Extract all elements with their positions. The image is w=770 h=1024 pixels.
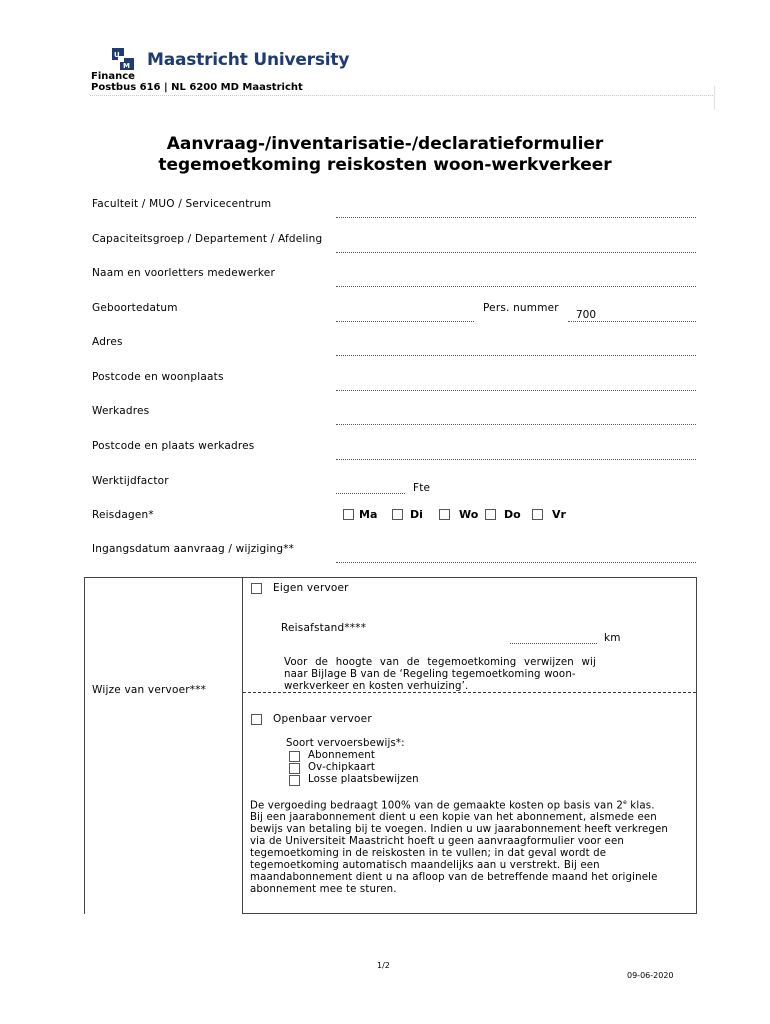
- transport-box-top-border: [84, 577, 242, 578]
- reisdagen-label: Reisdagen*: [92, 509, 154, 521]
- vergoeding-paragraph: [250, 797, 695, 896]
- svg-text:U: U: [114, 51, 120, 59]
- header-border: [714, 86, 715, 110]
- reisafstand-field[interactable]: [510, 643, 597, 644]
- day-label-ma: Ma: [359, 508, 378, 521]
- checkbox-vr[interactable]: [532, 509, 543, 520]
- checkbox-wo[interactable]: [439, 509, 450, 520]
- svg-text:M: M: [123, 62, 130, 70]
- ingangsdatum-label: Ingangsdatum aanvraag / wijziging**: [92, 543, 295, 555]
- vergoeding-line-6: tegemoetkoming automatisch maandelijks aan u verstrekt. Bij een: [250, 860, 600, 872]
- checkbox-di[interactable]: [392, 509, 403, 520]
- postcode-woonplaats-field[interactable]: [336, 390, 696, 391]
- faculteit-field[interactable]: [336, 217, 696, 218]
- werktijdfactor-label: Werktijdfactor: [92, 475, 169, 487]
- option-ov-chipkaart: Ov-chipkaart: [308, 762, 375, 773]
- vergoeding-line-1: De vergoeding bedraagt 100% van de gemaakte kosten op basis van 2e klas.: [250, 799, 655, 812]
- checkbox-abonnement[interactable]: [289, 751, 300, 762]
- geboortedatum-field[interactable]: [336, 321, 474, 322]
- checkbox-do[interactable]: [485, 509, 496, 520]
- vergoeding-line-2: Bij een jaarabonnement dient u een kopie van het abonnement, alsmede een: [250, 812, 657, 824]
- day-label-do: Do: [504, 508, 521, 521]
- werkadres-label: Werkadres: [92, 405, 150, 417]
- vergoeding-line-8: abonnement mee te sturen.: [250, 884, 397, 896]
- eigen-vervoer-label: Eigen vervoer: [273, 582, 349, 594]
- naam-field[interactable]: [336, 286, 696, 287]
- werktijdfactor-field[interactable]: [336, 493, 405, 494]
- checkbox-ov-chipkaart[interactable]: [289, 763, 300, 774]
- page-number: 1/2: [377, 961, 390, 970]
- faculteit-label: Faculteit / MUO / Servicecentrum: [92, 198, 272, 210]
- day-label-vr: Vr: [552, 508, 566, 521]
- postcode-werkadres-label: Postcode en plaats werkadres: [92, 440, 255, 452]
- form-title: [0, 134, 770, 176]
- day-label-di: Di: [410, 508, 423, 521]
- postcode-werkadres-field[interactable]: [336, 459, 696, 460]
- vergoeding-line-5: tegemoetkoming in de reiskosten in te vullen; in dat geval wordt de: [250, 848, 607, 860]
- adres-field[interactable]: [336, 355, 696, 356]
- capaciteitsgroep-label: Capaciteitsgroep / Departement / Afdeling: [92, 233, 323, 245]
- pers-nummer-label: Pers. nummer: [483, 302, 559, 314]
- maastricht-university-logo-icon: [108, 46, 138, 74]
- option-abonnement: Abonnement: [308, 750, 375, 761]
- section-divider: [243, 692, 696, 693]
- option-losse-plaatsbewijzen: Losse plaatsbewijzen: [308, 774, 419, 785]
- vergoeding-line-4: via de Universiteit Maastricht hoeft u geen aanvraagformulier voor een: [250, 836, 624, 848]
- document-date: 09-06-2020: [627, 971, 674, 980]
- checkbox-losse-plaatsbewijzen[interactable]: [289, 775, 300, 786]
- km-label: km: [604, 632, 621, 644]
- day-label-wo: Wo: [459, 508, 479, 521]
- wijze-van-vervoer-label: Wijze van vervoer***: [92, 684, 207, 696]
- brand-name: Maastricht University: [147, 50, 350, 70]
- werkadres-field[interactable]: [336, 424, 696, 425]
- fte-label: Fte: [413, 482, 431, 494]
- geboortedatum-label: Geboortedatum: [92, 302, 178, 314]
- postcode-woonplaats-label: Postcode en woonplaats: [92, 371, 224, 383]
- form-title-line-2: tegemoetkoming reiskosten woon-werkverkeer: [158, 155, 612, 175]
- header-rule: [90, 95, 715, 96]
- reisafstand-label: Reisafstand****: [281, 622, 367, 634]
- eigen-note-line-2: naar Bijlage B van de ‘Regeling tegemoetkoming woon-: [284, 669, 576, 680]
- eigen-note-line-3: werkverkeer en kosten verhuizing’.: [284, 681, 469, 692]
- vergoeding-line-7: maandabonnement dient u na afloop van de betreffende maand het originele: [250, 872, 658, 884]
- form-title-line-1: Aanvraag-/inventarisatie-/declaratieformulier: [166, 134, 604, 154]
- ingangsdatum-field[interactable]: [336, 562, 696, 563]
- openbaar-vervoer-label: Openbaar vervoer: [273, 713, 372, 725]
- capaciteitsgroep-field[interactable]: [336, 252, 696, 253]
- naam-label: Naam en voorletters medewerker: [92, 267, 275, 279]
- checkbox-eigen-vervoer[interactable]: [251, 583, 262, 594]
- pers-nummer-field[interactable]: [568, 321, 696, 322]
- checkbox-ma[interactable]: [343, 509, 354, 520]
- eigen-note-line-1: Voor de hoogte van de tegemoetkoming verwijzen wij: [284, 657, 596, 668]
- adres-label: Adres: [92, 336, 123, 348]
- vergoeding-line-3: bewijs van betaling bij te voegen. Indien u uw jaarabonnement heeft verkregen: [250, 824, 669, 836]
- soort-vervoersbewijs-label: Soort vervoersbewijs*:: [286, 738, 405, 749]
- checkbox-openbaar-vervoer[interactable]: [251, 714, 262, 725]
- postal-address: Postbus 616 | NL 6200 MD Maastricht: [91, 82, 303, 93]
- pers-nummer-value: 700: [576, 309, 597, 321]
- transport-box-left-border: [84, 577, 85, 914]
- department-name: Finance: [91, 71, 135, 82]
